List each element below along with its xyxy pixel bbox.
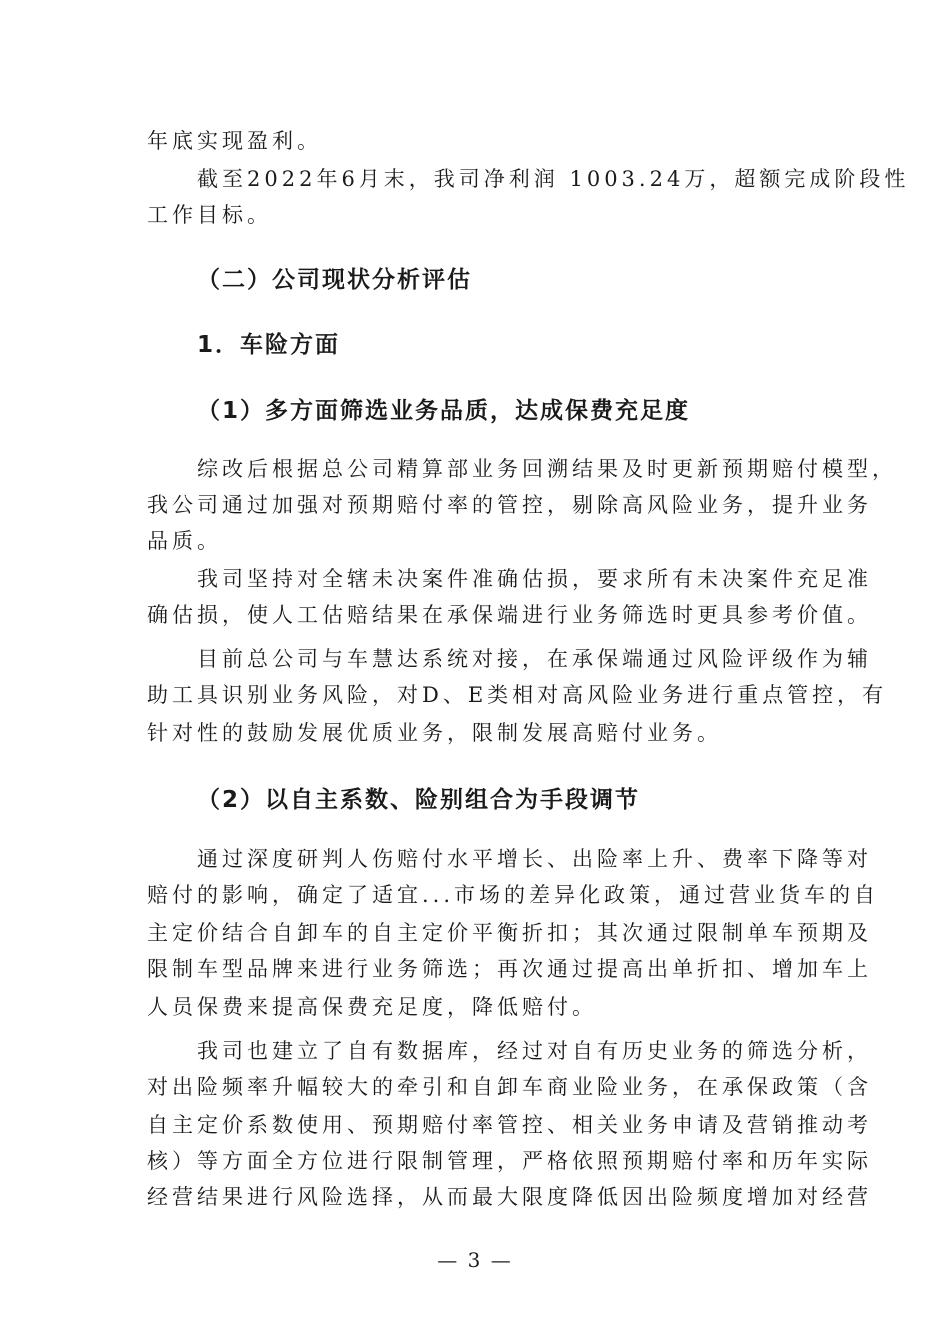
body-text-line: 主定价结合自卸车的自主定价平衡折扣；其次通过限制单车预期及: [147, 921, 872, 945]
body-text-line: 工作目标。: [147, 203, 272, 227]
body-text-line: 通过深度研判人伤赔付水平增长、出险率上升、费率下降等对: [147, 847, 872, 871]
body-text-line: 自主定价系数使用、预期赔付率管控、相关业务申请及营销推动考: [147, 1113, 872, 1137]
body-text-line: 我公司通过加强对预期赔付率的管控，剔除高风险业务，提升业务: [147, 493, 872, 517]
body-text-line: 助工具识别业务风险，对D、E类相对高风险业务进行重点管控，有: [147, 683, 888, 707]
body-text-line: 针对性的鼓励发展优质业务，限制发展高赔付业务。: [147, 721, 722, 745]
body-text-line: 目前总公司与车慧达系统对接，在承保端通过风险评级作为辅: [147, 647, 872, 671]
item-heading: （2）以自主系数、险别组合为手段调节: [197, 787, 641, 813]
body-text-line: 核）等方面全方位进行限制管理，严格依照预期赔付率和历年实际: [147, 1149, 872, 1173]
section-heading: （二）公司现状分析评估: [197, 267, 472, 293]
body-text-line: 人员保费来提高保费充足度，降低赔付。: [147, 995, 597, 1019]
item-heading: （1）多方面筛选业务品质，达成保费充足度: [197, 398, 691, 424]
body-text-line: 品质。: [147, 529, 222, 553]
body-text-line: 我司坚持对全辖未决案件准确估损，要求所有未决案件充足准: [147, 567, 872, 591]
body-text-line: 对出险频率升幅较大的牵引和自卸车商业险业务，在承保政策（含: [147, 1075, 872, 1099]
body-text-line: 年底实现盈利。: [147, 129, 322, 153]
body-text-line: 截至2022年6月末，我司净利润 1003.24万，超额完成阶段性: [147, 167, 910, 191]
body-text-line: 综改后根据总公司精算部业务回溯结果及时更新预期赔付模型，: [147, 457, 897, 481]
body-text-line: 赔付的影响，确定了适宜...市场的差异化政策，通过营业货车的自: [147, 883, 880, 907]
page-number: — 3 —: [437, 1248, 513, 1272]
body-text-line: 限制车型品牌来进行业务筛选；再次通过提高出单折扣、增加车上: [147, 957, 872, 981]
body-text-line: 我司也建立了自有数据库，经过对自有历史业务的筛选分析，: [147, 1039, 872, 1063]
body-text-line: 经营结果进行风险选择，从而最大限度降低因出险频度增加对经营: [147, 1185, 872, 1209]
subsection-heading: 1．车险方面: [197, 332, 341, 358]
body-text-line: 确估损，使人工估赔结果在承保端进行业务筛选时更具参考价值。: [147, 603, 872, 627]
